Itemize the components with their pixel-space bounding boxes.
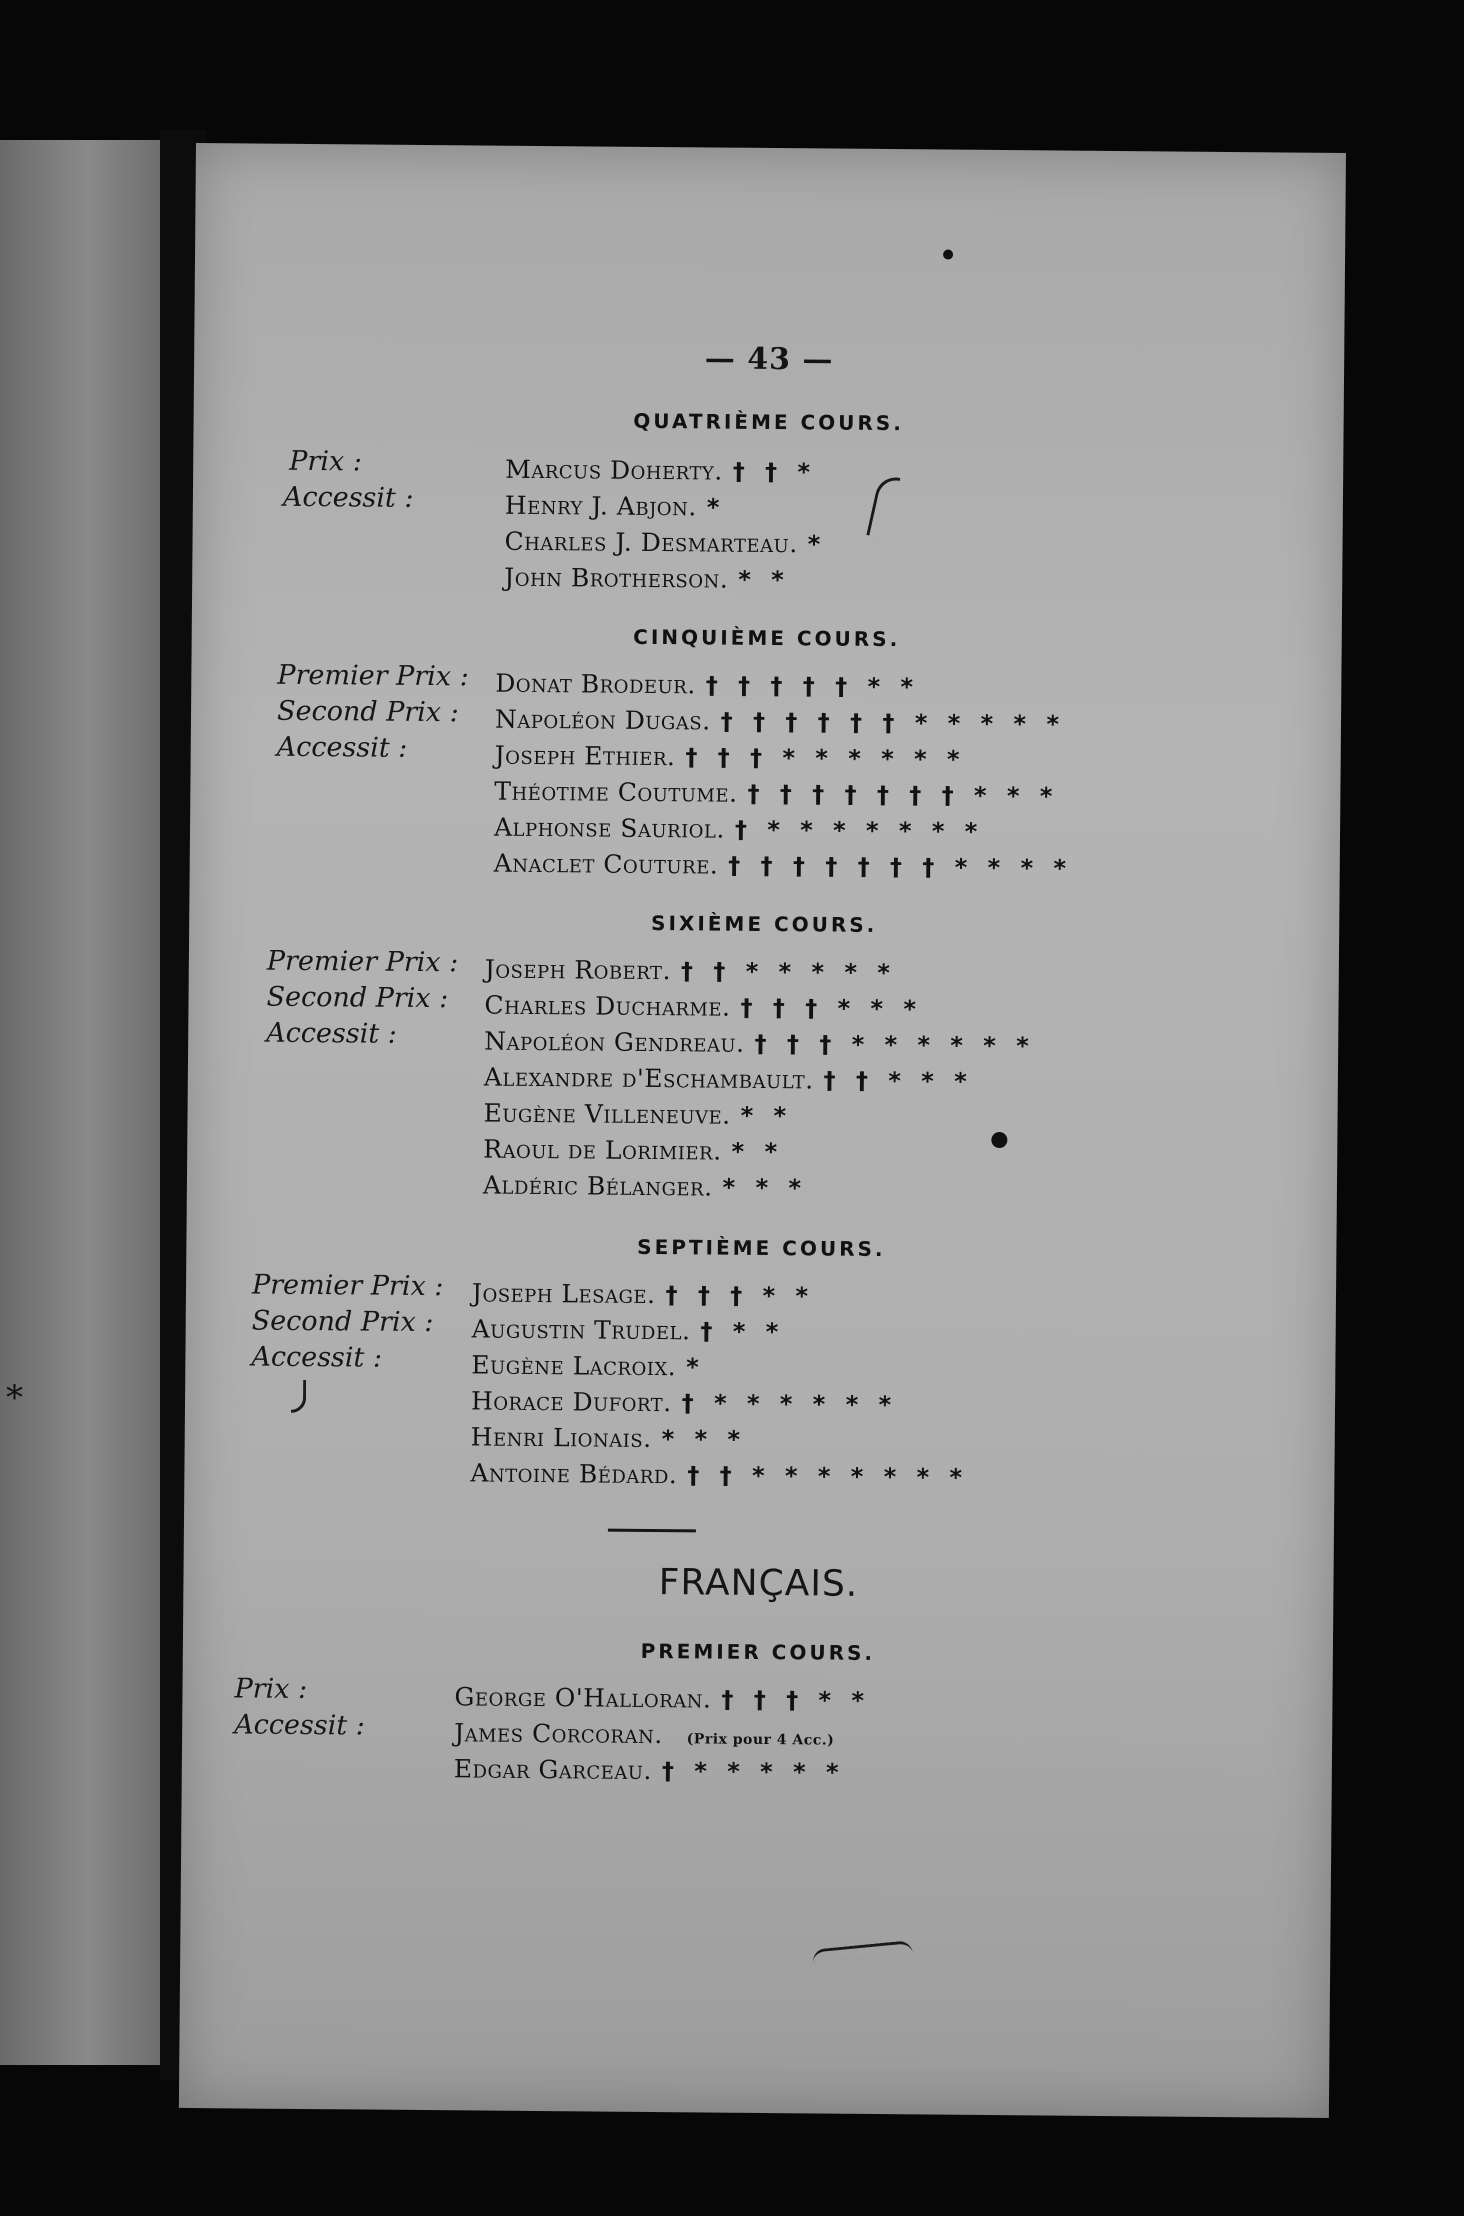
section-heading-quatrieme: QUATRIÈME COURS.	[633, 408, 904, 436]
ink-speck	[991, 1132, 1007, 1148]
label-premier-prix: Premier Prix :	[266, 945, 459, 979]
merit-marks: † * * * * * *	[681, 1389, 898, 1420]
label-prix: Prix :	[234, 1673, 308, 1706]
student-name: Charles J. Desmarteau.	[504, 526, 798, 559]
entries-francais	[454, 1679, 1355, 1795]
section-heading-septieme: SEPTIÈME COURS.	[637, 1234, 886, 1262]
pen-mark	[291, 1380, 306, 1413]
page-number: — 43 —	[704, 341, 834, 378]
entry-row	[504, 560, 1404, 604]
merit-marks: † † † † † † * * * * *	[720, 707, 1066, 739]
previous-page-asterisk: *	[6, 1378, 23, 1418]
student-name: Théotime Coutume.	[494, 776, 738, 808]
section-divider	[608, 1529, 696, 1533]
student-name: Eugène Villeneuve.	[483, 1098, 731, 1130]
ink-speck	[943, 250, 953, 260]
merit-marks: † * * * * *	[661, 1757, 845, 1787]
student-name: Edgar Garceau.	[453, 1754, 653, 1786]
merit-marks: † † † * * * * * *	[685, 743, 966, 774]
entry-row	[470, 1455, 1370, 1499]
student-name: Napoléon Dugas.	[494, 704, 711, 736]
merit-marks: * *	[731, 1137, 784, 1167]
subject-heading-francais: FRANÇAIS.	[658, 1562, 859, 1605]
label-accessit: Accessit :	[282, 481, 414, 514]
student-name: Anaclet Couture.	[493, 848, 719, 880]
student-name: Joseph Robert.	[484, 954, 672, 986]
student-name: Horace Dufort.	[470, 1386, 672, 1418]
student-name: Augustin Trudel.	[471, 1314, 691, 1346]
merit-marks: † † † * * *	[740, 993, 923, 1024]
merit-marks: * * *	[661, 1425, 747, 1454]
entry-row	[454, 1751, 1354, 1795]
merit-marks: † † * * * * *	[680, 957, 896, 988]
student-name: Charles Ducharme.	[484, 990, 731, 1022]
label-second-prix: Second Prix :	[251, 1305, 434, 1339]
entry-row	[494, 846, 1394, 890]
entries-sixieme	[483, 952, 1385, 1212]
student-name: Marcus Doherty.	[505, 454, 723, 486]
entries-cinquieme	[494, 666, 1396, 890]
merit-marks: † † † * * * * * *	[754, 1029, 1035, 1061]
section-heading-sixieme: SIXIÈME COURS.	[651, 910, 878, 937]
merit-marks: † † * * * * * * *	[687, 1461, 969, 1492]
merit-marks: * *	[738, 565, 790, 595]
student-name: Eugène Lacroix.	[471, 1350, 677, 1382]
label-premier-prix: Premier Prix :	[251, 1269, 444, 1303]
merit-marks: † † † * *	[665, 1281, 815, 1311]
student-name: Joseph Lesage.	[471, 1278, 656, 1310]
section-heading-cinquieme: CINQUIÈME COURS.	[633, 624, 901, 652]
student-name: Henri Lionais.	[470, 1422, 652, 1454]
student-name: Aldéric Bélanger.	[482, 1170, 713, 1202]
student-name: Antoine Bédard.	[470, 1458, 678, 1490]
merit-marks: † † * * *	[823, 1066, 973, 1096]
pen-mark	[812, 1940, 913, 1963]
student-name: Alphonse Sauriol.	[493, 812, 726, 844]
student-name: John Brotherson.	[504, 562, 729, 594]
entries-septieme	[470, 1275, 1372, 1499]
label-premier-prix: Premier Prix :	[277, 659, 469, 693]
merit-marks: *	[686, 1353, 705, 1382]
student-name: George O'Halloran.	[454, 1682, 712, 1714]
previous-page-edge	[0, 140, 160, 2065]
merit-marks: † * *	[700, 1317, 785, 1347]
merit-marks: † † † † † † † * * *	[747, 779, 1059, 811]
label-accessit: Accessit :	[266, 1017, 397, 1050]
merit-marks: * * *	[722, 1173, 808, 1203]
document-page	[179, 143, 1346, 2118]
entry-row	[483, 1168, 1383, 1212]
entries-quatrieme	[504, 452, 1405, 604]
merit-marks: *	[706, 493, 726, 522]
merit-marks: † * * * * * * *	[734, 815, 984, 846]
merit-marks: * *	[740, 1101, 793, 1131]
merit-marks: *	[807, 530, 827, 559]
label-prix: Prix :	[289, 445, 363, 478]
student-name: Joseph Ethier.	[494, 740, 676, 772]
label-accessit: Accessit :	[276, 731, 408, 764]
entry-note: (Prix pour 4 Acc.)	[686, 1731, 835, 1749]
student-name: Alexandre d'Eschambault.	[483, 1062, 814, 1095]
merit-marks: † † † † † † † * * * *	[728, 851, 1073, 883]
student-name: Napoléon Gendreau.	[484, 1026, 745, 1058]
label-accessit: Accessit :	[251, 1341, 383, 1374]
merit-marks: † † † * *	[721, 1685, 871, 1715]
student-name: Raoul de Lorimier.	[483, 1134, 722, 1166]
student-name: Donat Brodeur.	[495, 668, 696, 700]
label-accessit: Accessit :	[234, 1709, 365, 1742]
student-name: James Corcoran.	[454, 1718, 663, 1750]
label-second-prix: Second Prix :	[266, 981, 449, 1015]
merit-marks: † † *	[732, 457, 817, 487]
student-name: Henry J. Abjon.	[504, 490, 697, 522]
merit-marks: † † † † † * *	[705, 671, 920, 702]
section-heading-premier: PREMIER COURS.	[640, 1638, 876, 1665]
label-second-prix: Second Prix :	[276, 695, 459, 729]
